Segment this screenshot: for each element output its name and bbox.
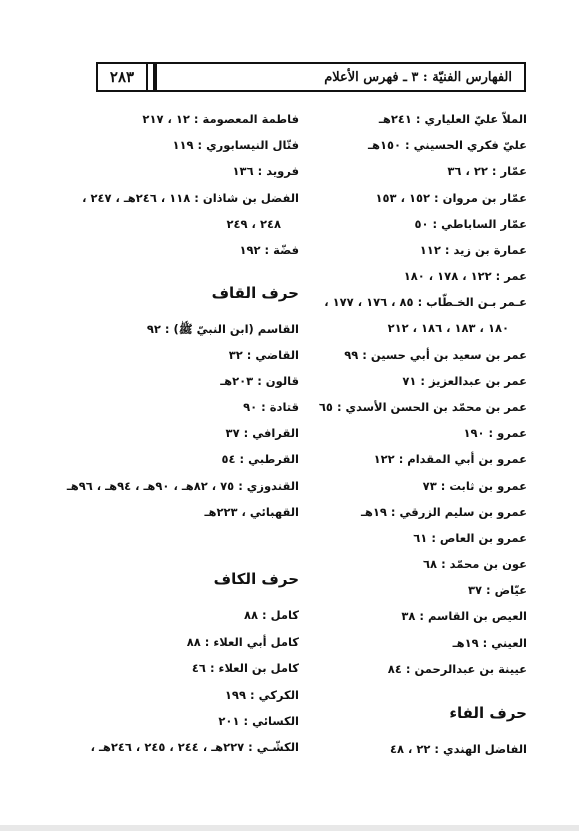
- index-entry: العيني : ١٩هـ: [452, 636, 527, 650]
- index-entry: فرويد : ١٣٦: [232, 164, 299, 178]
- index-entry: عمر بن عبدالعزيز : ٧١: [402, 374, 527, 388]
- index-entry: الفضل بن شاذان : ١١٨ ، ٢٤٦هـ ، ٢٤٧ ،: [82, 191, 299, 205]
- index-entry: عمرو بن العاص : ٦١: [413, 531, 527, 545]
- index-entry: الفاضل الهندي : ٢٢ ، ٤٨: [389, 742, 527, 756]
- index-entry: القاسم (ابن النبيّ ﷺ) : ٩٢: [146, 322, 299, 336]
- header-double-rule: [153, 64, 157, 90]
- index-entry: عيينة بن عبدالرحمن : ٨٤: [387, 662, 527, 676]
- index-entry: فاطمة المعصومة : ١٢ ، ٢١٧: [142, 112, 299, 126]
- letter-heading-faa: حرف الفاء: [449, 704, 527, 722]
- letter-heading-qaf: حرف القاف: [211, 284, 299, 302]
- page-bottom-edge: [0, 825, 579, 831]
- index-entry-continuation: ٢٤٨ ، ٢٤٩: [226, 217, 281, 231]
- index-entry: الكشّـي : ٢٢٧هـ ، ٢٤٤ ، ٢٤٥ ، ٢٤٦هـ ،: [90, 740, 299, 754]
- index-entry: الملاّ عليّ العلياري : ٢٤١هـ: [378, 112, 527, 126]
- index-entry: عمّار الساباطي : ٥٠: [414, 217, 527, 231]
- index-entry: القاضي : ٣٢: [228, 348, 299, 362]
- index-entry: عليّ فكري الحسيني : ١٥٠هـ: [368, 138, 527, 152]
- index-entry: الكركي : ١٩٩: [224, 688, 299, 702]
- index-entry: عمر : ١٢٢ ، ١٧٨ ، ١٨٠: [403, 269, 527, 283]
- index-entry: كامل أبي العلاء : ٨٨: [186, 635, 299, 649]
- index-entry: فضّة : ١٩٢: [239, 243, 299, 257]
- index-entry: قالون : ٢٠٣هـ: [220, 374, 299, 388]
- index-entry: عمرو : ١٩٠: [463, 426, 527, 440]
- index-entry: القهبائي ، ٢٢٣هـ: [204, 505, 299, 519]
- index-entry: القرطبي : ٥٤: [221, 452, 299, 466]
- index-entry: القرافي : ٣٧: [225, 426, 299, 440]
- index-entry: الكسائي : ٢٠١: [218, 714, 299, 728]
- index-entry: قتادة : ٩٠: [243, 400, 299, 414]
- header-title: الفهارس الفنيّة : ٣ ـ فهرس الأعلام: [324, 69, 512, 85]
- index-entry: عمرو بن سليم الزرقي : ١٩هـ: [360, 505, 527, 519]
- index-entry: عيّاض : ٣٧: [468, 583, 527, 597]
- index-entry: فتّال النيسابوري : ١١٩: [172, 138, 299, 152]
- index-entry: عمر بن سعيد بن أبي حسين : ٩٩: [344, 348, 527, 362]
- index-entry: عمرو بن ثابت : ٧٣: [422, 479, 527, 493]
- letter-heading-kaf: حرف الكاف: [213, 570, 299, 588]
- index-entry: عون بن محمّد : ٦٨: [423, 557, 527, 571]
- index-entry: عمّار : ٢٢ ، ٣٦: [447, 164, 527, 178]
- index-entry-continuation: ١٨٠ ، ١٨٣ ، ١٨٦ ، ٢١٢: [387, 321, 509, 335]
- running-header: [96, 62, 526, 92]
- index-entry: عمارة بن زيد : ١١٢: [419, 243, 527, 257]
- page-number: ٢٨٣: [98, 64, 148, 90]
- index-entry: كامل : ٨٨: [243, 608, 299, 622]
- index-entry: كامل بن العلاء : ٤٦: [191, 661, 299, 675]
- index-entry: القندوزي : ٧٥ ، ٨٢هـ ، ٩٠هـ ، ٩٤هـ ، ٩٦هـ: [66, 479, 299, 493]
- index-entry: عـمر بـن الخـطّاب : ٨٥ ، ١٧٦ ، ١٧٧ ،: [324, 295, 527, 309]
- index-entry: عمر بن محمّد بن الحسن الأسدي : ٦٥: [318, 400, 527, 414]
- index-entry: عمرو بن أبي المقدام : ١٢٢: [373, 452, 527, 466]
- index-entry: عمّار بن مروان : ١٥٢ ، ١٥٣: [375, 191, 527, 205]
- index-entry: العيص بن القاسم : ٣٨: [401, 609, 527, 623]
